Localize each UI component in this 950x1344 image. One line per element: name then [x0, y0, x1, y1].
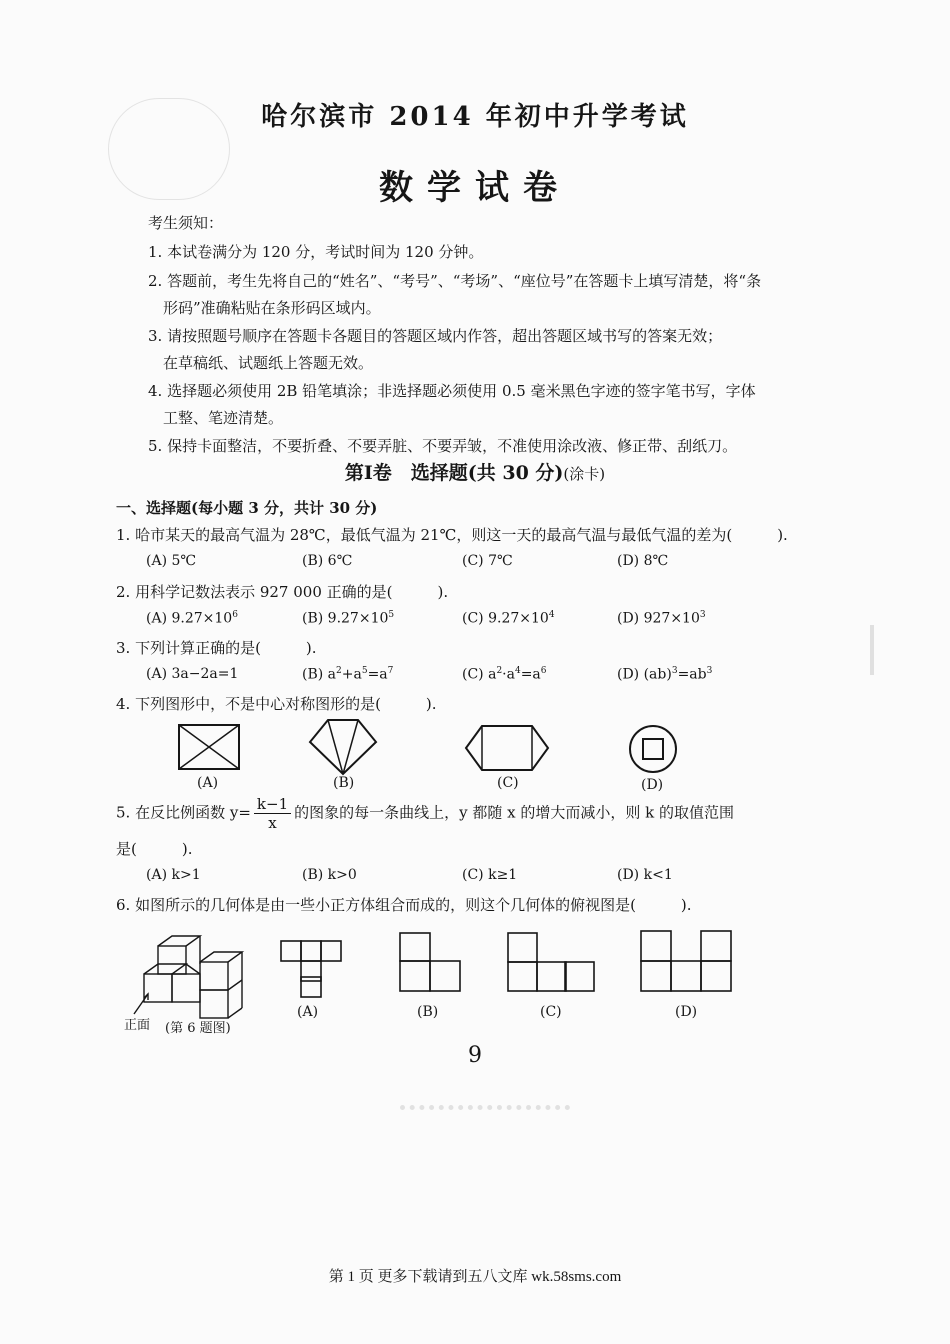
section-title: 第Ⅰ卷 选择题(共 30 分) [344, 462, 564, 484]
instruction-2b: 形码”准确粘贴在条形码区域内。 [163, 299, 381, 317]
q1-option-c: (C) 7℃ [462, 553, 513, 569]
exam-subject: 数学试卷 [379, 168, 571, 208]
bleed-through-mark [820, 625, 874, 675]
q3-option-d: (D) $(ab)^3=ab^3$ [617, 666, 713, 683]
q6-figure-b [399, 932, 461, 992]
q2-option-b: (B) $9.27\times 10^5$ [302, 610, 395, 627]
q3-option-a: (A) 3a−2a=1 [146, 666, 239, 682]
q5-option-d: (D) k<1 [617, 867, 673, 883]
q1-option-b: (B) 6℃ [302, 553, 353, 569]
q6-figure-c [507, 932, 595, 992]
question-2: 2. 用科学记数法表示 927 000 正确的是( ). [116, 583, 449, 601]
q4-figure-b [308, 718, 378, 776]
q6-figure-caption: (第 6 题图) [165, 1021, 231, 1036]
instruction-3a: 3. 请按照题号顺序在答题卡各题目的答题区域内作答，超出答题区域书写的答案无效； [148, 327, 723, 345]
q5-option-b: (B) k>0 [302, 867, 357, 883]
q4-figure-c [464, 724, 550, 772]
question-1: 1. 哈市某天的最高气温为 28℃，最低气温为 21℃，则这一天的最高气温与最低气温的差为( ). [116, 526, 788, 544]
q4-figure-a [178, 724, 240, 770]
instruction-1: 1. 本试卷满分为 120 分，考试时间为 120 分钟。 [148, 243, 484, 261]
q2-option-d: (D) $927\times 10^3$ [617, 610, 706, 627]
bleed-through-mark-bottom [400, 1105, 570, 1124]
question-5-cont: 是( ). [116, 840, 193, 858]
q6-figure-d [640, 930, 732, 992]
q4-label-c: (C) [497, 775, 519, 791]
exam-title: 哈尔滨市 2014 年初中升学考试 [261, 102, 689, 132]
instruction-4b: 工整、笔迹清楚。 [163, 409, 284, 427]
footer-text: 第 1 页 更多下载请到五八文库 wk.58sms.com [328, 1269, 622, 1285]
page-number: 9 [468, 1043, 482, 1068]
part-heading: 一、选择题(每小题 3 分，共计 30 分) [116, 499, 378, 517]
q3-option-b: (B) $a^2+a^5=a^7$ [302, 666, 394, 683]
instruction-4a: 4. 选择题必须使用 2B 铅笔填涂；非选择题必须使用 0.5 毫米黑色字迹的签字笔书写，字体 [148, 382, 756, 400]
q6-figure-a [280, 940, 342, 998]
fraction: $\frac{k-1}{x}$ [254, 795, 291, 832]
q4-label-b: (B) [333, 775, 355, 791]
q6-label-c: (C) [540, 1004, 562, 1020]
section-heading [0, 458, 950, 485]
question-6: 6. 如图所示的几何体是由一些小正方体组合而成的，则这个几何体的俯视图是( ). [116, 896, 692, 914]
q6-front-label: 正面 [124, 1018, 151, 1033]
q5-option-c: (C) k≥1 [462, 867, 518, 883]
q2-option-c: (C) $9.27\times 10^4$ [462, 610, 555, 627]
q4-label-d: (D) [641, 777, 664, 793]
q1-option-d: (D) 8℃ [617, 553, 669, 569]
q5-option-a: (A) k>1 [146, 867, 201, 883]
q6-label-b: (B) [417, 1004, 439, 1020]
question-4: 4. 下列图形中，不是中心对称图形的是( ). [116, 695, 437, 713]
instruction-3b: 在草稿纸、试题纸上答题无效。 [163, 354, 374, 372]
q2-option-a: (A) $9.27\times 10^6$ [146, 610, 238, 627]
instruction-2a: 2. 答题前，考生先将自己的“姓名”、“考号”、“考场”、“座位号”在答题卡上填写清楚，将“条 [148, 272, 762, 290]
section-note: (涂卡) [563, 465, 606, 483]
question-5: 5. 在反比例函数 y= $\frac{k-1}{x}$ 的图象的每一条曲线上，y 都随 x 的增大而减小，则 k 的取值范围 [116, 795, 734, 832]
q6-label-d: (D) [675, 1004, 698, 1020]
q1-option-a: (A) 5℃ [146, 553, 197, 569]
q3-option-c: (C) $a^2\cdot a^4=a^6$ [462, 666, 547, 683]
question-3: 3. 下列计算正确的是( ). [116, 639, 317, 657]
q6-label-a: (A) [297, 1004, 319, 1020]
instruction-5: 5. 保持卡面整洁，不要折叠、不要弄脏、不要弄皱，不准使用涂改液、修正带、刮纸刀。 [148, 437, 738, 455]
q4-figure-d [628, 724, 678, 774]
instructions-heading: 考生须知： [148, 214, 224, 232]
q4-label-a: (A) [197, 775, 219, 791]
